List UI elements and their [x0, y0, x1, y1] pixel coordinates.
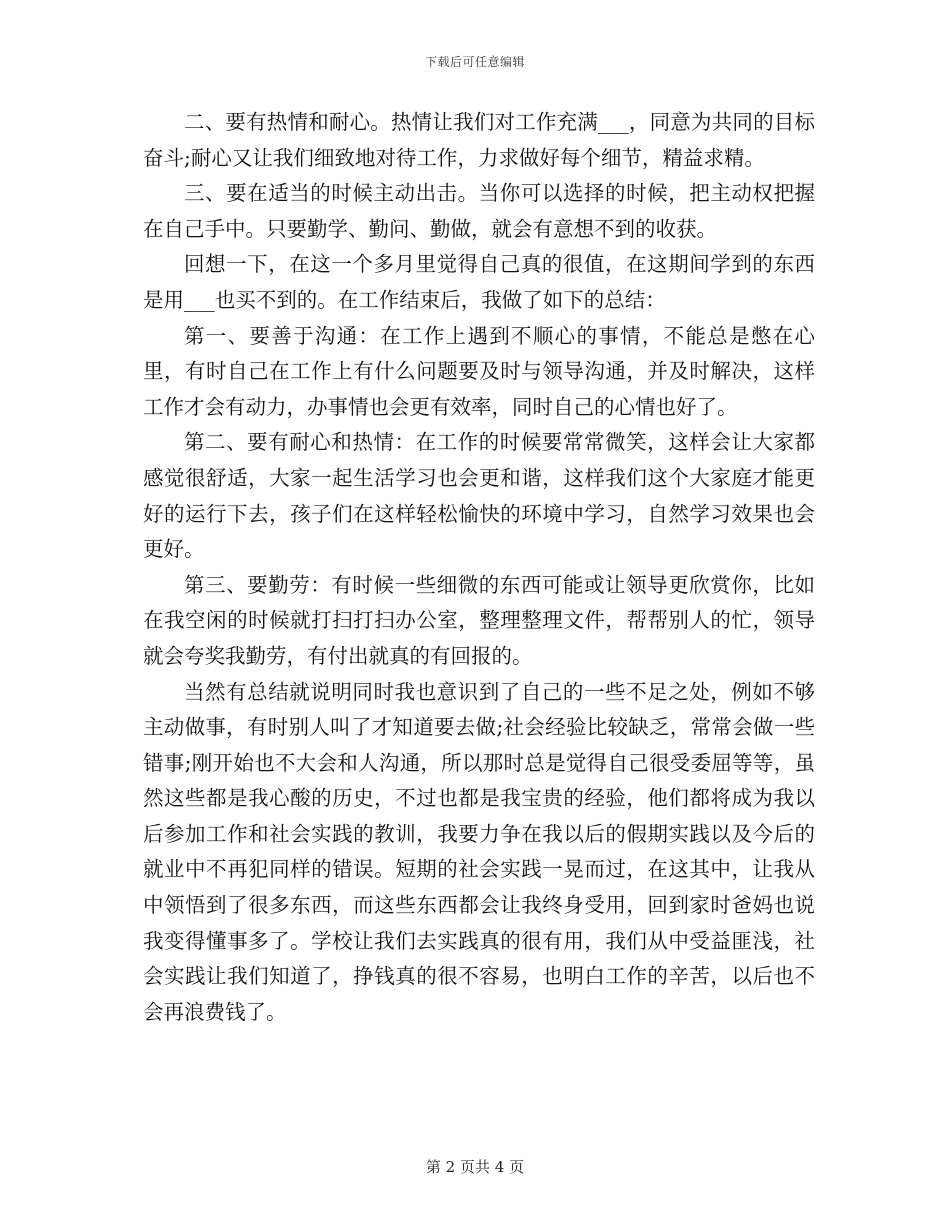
- paragraph-reflection: 回想一下，在这一个多月里觉得自己真的很值，在这期间学到的东西是用___也买不到的。在工作结束后，我做了如下的总结：: [143, 252, 815, 312]
- document-body: [143, 105, 815, 1030]
- paragraph-take-initiative: 三、要在适当的时候主动出击。当你可以选择的时候，把主动权把握在自己手中。只要勤学、勤问、勤做，就会有意想不到的收获。: [143, 181, 815, 241]
- page-number: 第 2 页共 4 页: [425, 1158, 525, 1176]
- paragraph-diligence: 第三、要勤劳：有时候一些细微的东西可能或让领导更欣赏你，比如在我空闲的时候就打扫打扫办公室，整理整理文件，帮帮别人的忙，领导就会夸奖我勤劳，有付出就真的有回报的。: [143, 572, 815, 668]
- paragraph-communication: 第一、要善于沟通：在工作上遇到不顺心的事情，不能总是憋在心里，有时自己在工作上有什么问题要及时与领导沟通，并及时解决，这样工作才会有动力，办事情也会更有效率，同时自己的心情也好了。: [143, 323, 815, 419]
- paragraph-shortcomings-conclusion: 当然有总结就说明同时我也意识到了自己的一些不足之处，例如不够主动做事，有时别人叫了才知道要去做;社会经验比较缺乏，常常会做一些错事;刚开始也不大会和人沟通，所以那时总是觉得自己很受委屈等等，虽然这些都是我心酸的历史，不过也都是我宝贵的经验，他们都将成为我以后参加工作和社会实践的教训，我要力争在我以后的假期实践以及今后的就业中不再犯同样的错误。短期的社会实践一晃而过，在这其中，让我从中领悟到了很多东西，而这些东西都会让我终身受用，回到家时爸妈也说我变得懂事多了。学校让我们去实践真的很有用，我们从中受益匪浅，社会实践让我们知道了，挣钱真的很不容易，也明白工作的辛苦，以后也不会再浪费钱了。: [143, 679, 815, 1024]
- page-header: 下载后可任意编辑: [424, 55, 525, 69]
- paragraph-enthusiasm-patience: 二、要有热情和耐心。热情让我们对工作充满___，同意为共同的目标奋斗;耐心又让我们细致地对待工作，力求做好每个细节，精益求精。: [143, 110, 815, 170]
- paragraph-patience-warmth: 第二、要有耐心和热情：在工作的时候要常常微笑，这样会让大家都感觉很舒适，大家一起生活学习也会更和谐，这样我们这个大家庭才能更好的运行下去，孩子们在这样轻松愉快的环境中学习，自然学习效果也会更好。: [143, 430, 815, 562]
